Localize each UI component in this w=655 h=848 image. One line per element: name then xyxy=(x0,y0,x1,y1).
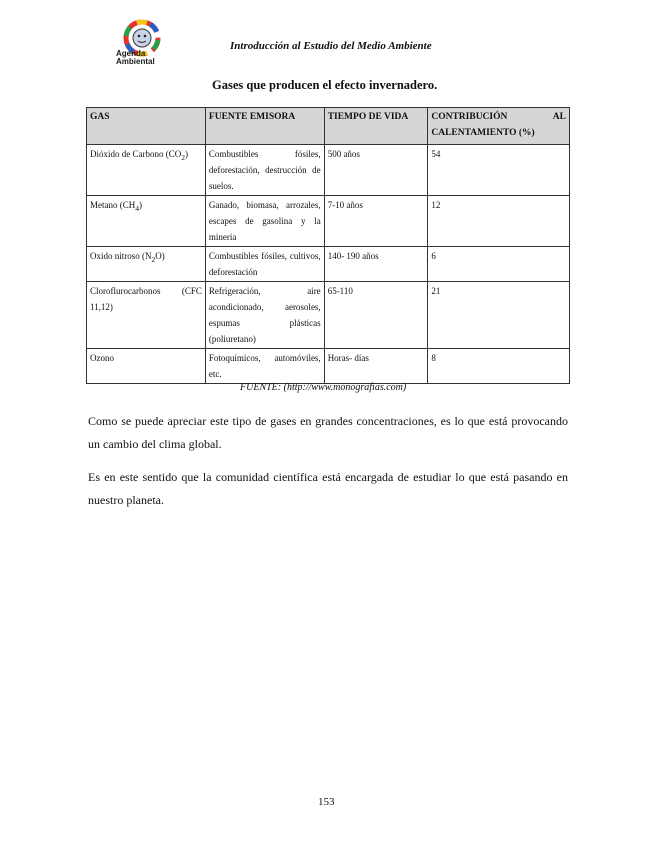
header-source: FUENTE EMISORA xyxy=(205,108,324,145)
paragraph-1: Como se puede apreciar este tipo de gases en grandes concentraciones, es lo que está provocando un cambio del clima global. xyxy=(88,414,568,451)
cell-source: Combustibles fósiles, deforestación, destrucción de suelos. xyxy=(205,145,324,196)
cell-source: Ganado, biomasa, arrozales, escapes de gasolina y la minería xyxy=(205,196,324,247)
cell-lifetime: 7-10 años xyxy=(324,196,428,247)
cell-lifetime: 65-110 xyxy=(324,282,428,349)
cell-contribution: 21 xyxy=(428,282,570,349)
cell-gas: Cloroflurocarbonos (CFC 11,12) xyxy=(87,282,206,349)
cell-lifetime: Horas- días xyxy=(324,349,428,384)
cell-source: Combustibles fósiles, cultivos, deforestación xyxy=(205,247,324,282)
greenhouse-gases-table xyxy=(86,107,570,384)
cell-lifetime: 500 años xyxy=(324,145,428,196)
header-contribution-al: AL xyxy=(552,112,566,122)
table-row xyxy=(87,282,570,349)
table-row xyxy=(87,196,570,247)
cell-contribution: 12 xyxy=(428,196,570,247)
page-number: 153 xyxy=(318,796,335,808)
cell-lifetime: 140- 190 años xyxy=(324,247,428,282)
header-lifetime: TIEMPO DE VIDA xyxy=(324,108,428,145)
logo-line2: Ambiental xyxy=(116,57,155,66)
table-header-row xyxy=(87,108,570,145)
table-row xyxy=(87,247,570,282)
cell-gas: Oxido nitroso $(N_2O)$ xyxy=(87,247,206,282)
cell-contribution: 54 xyxy=(428,145,570,196)
table-source-note: FUENTE: (http://www.monografias.com) xyxy=(240,382,407,393)
section-title: Gases que producen el efecto invernadero. xyxy=(212,78,438,92)
paragraph-2: Es en este sentido que la comunidad científica está encargada de estudiar lo que está pasando en nuestro planeta. xyxy=(88,470,568,507)
cell-gas: Dióxido de Carbono $(CO_2)$ xyxy=(87,145,206,196)
cell-contribution: 6 xyxy=(428,247,570,282)
header-contribution-line2: CALENTAMIENTO (%) xyxy=(431,128,535,138)
cell-gas: Metano $(CH_4)$ xyxy=(87,196,206,247)
table-row xyxy=(87,145,570,196)
logo-wordmark xyxy=(116,50,155,66)
cell-source: Refrigeración, aire acondicionado, aerosoles, espumas plásticas (poliuretano) xyxy=(205,282,324,349)
cell-contribution: 8 xyxy=(428,349,570,384)
header-contribution-word: CONTRIBUCIÓN xyxy=(431,112,508,122)
logo-line1: Agenda xyxy=(116,49,146,58)
table-row xyxy=(87,349,570,384)
page-header-title: Introducción al Estudio del Medio Ambiente xyxy=(230,40,432,52)
header-contribution xyxy=(428,108,570,145)
header-gas: GAS xyxy=(87,108,206,145)
cell-gas: Ozono xyxy=(87,349,206,384)
cell-source: Fotoquímicos, automóviles, etc. xyxy=(205,349,324,384)
